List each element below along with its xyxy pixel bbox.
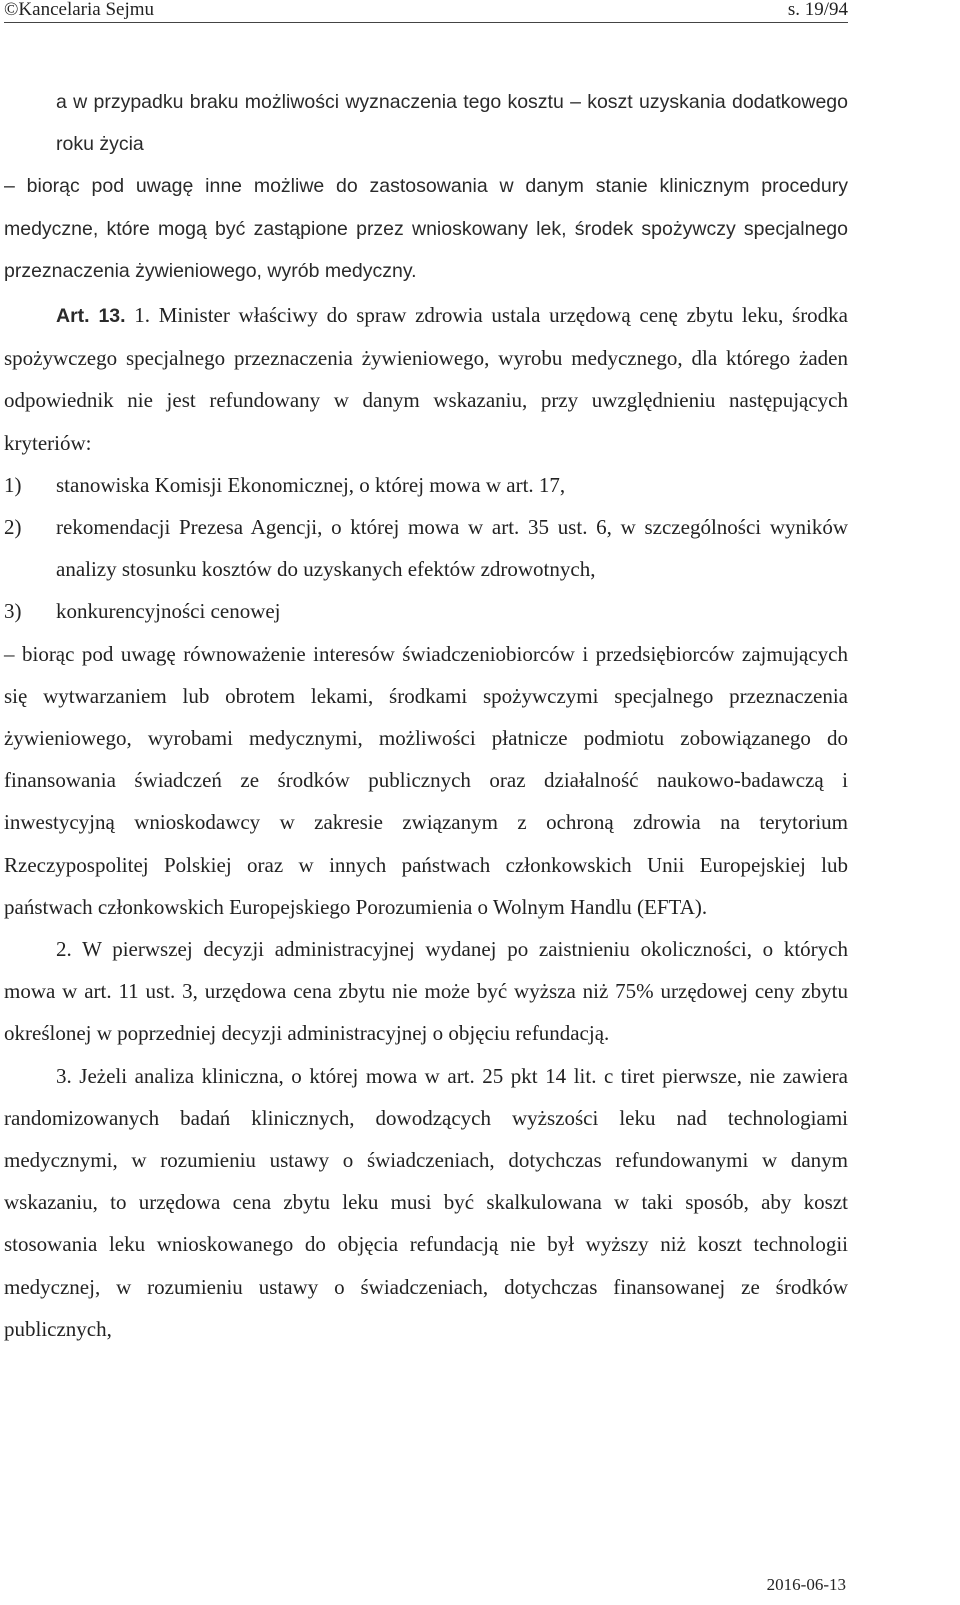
list-item-number: 1): [4, 472, 22, 497]
continuation-paragraph: a w przypadku braku możliwości wyznaczenia tego kosztu – koszt uzyskania dodatkowego roku życia: [56, 91, 848, 156]
dash-paragraph: – biorąc pod uwagę równoważenie interesów świadczeniobiorców i przedsiębiorców zajmujących się wytwarzaniem lub obrotem lekami, środkami spożywczymi specjalnego przeznaczenia żywieniowego, wyrobami medycznymi, możliwości płatnicze podmiotu zobowiązanego do finansowania świadczeń ze środków publicznych oraz działalność naukowo-badawczą i inwestycyjną wnioskodawcy w zakresie związanym z ochroną zdrowia na terytorium Rzeczypospolitej Polskiej oraz w innych państwach członkowskich Unii Europejskiej lub państwach członkowskich Europejskiego Porozumienia o Wolnym Handlu (EFTA).: [4, 641, 848, 919]
list-item-number: 3): [4, 599, 22, 624]
continuation-dash-paragraph: – biorąc pod uwagę inne możliwe do zastosowania w danym stanie klinicznym procedury medyczne, które mogą być zastąpione przez wnioskowany lek, środek spożywczy specjalnego przeznaczenia żywieniowego, wyrób medyczny.: [4, 175, 848, 282]
list-item: [4, 506, 848, 590]
document-body: [4, 81, 848, 1350]
article-13-intro: [4, 294, 848, 464]
paragraph-2: 2. W pierwszej decyzji administracyjnej wydanej po zaistnieniu okoliczności, o których mowa w art. 11 ust. 3, urzędowa cena zbytu nie może być wyższa niż 75% urzędowej ceny zbytu określonej w poprzedniej decyzji administracyjnej o objęciu refundacją.: [4, 937, 848, 1046]
paragraph-3: 3. Jeżeli analiza kliniczna, o której mowa w art. 25 pkt 14 lit. c tiret pierwsze, nie zawiera randomizowanych badań klinicznych, dowodzących wyższości leku nad technologiami medycznymi, w rozumieniu ustawy o świadczeniach, dotychczas refundowanymi w danym wskazaniu, to urzędowa cena zbytu leku musi być skalkulowana w taki sposób, aby koszt stosowania leku wnioskowanego do objęcia refundacją nie był wyższy niż koszt technologii medycznej, w rozumieniu ustawy o świadczeniach, dotychczas finansowanej ze środków publicznych,: [4, 1063, 848, 1341]
article-intro-text: 1. Minister właściwy do spraw zdrowia ustala urzędową cenę zbytu leku, środka spożywczego specjalnego przeznaczenia żywieniowego, wyrobu medycznego, dla którego żaden odpowiednik nie jest refundowany w danym wskazaniu, przy uwzględnieniu następujących kryteriów:: [4, 303, 849, 455]
list-item-number: 2): [4, 515, 22, 540]
list-item: [4, 464, 848, 506]
footer-date: 2016-06-13: [766, 1575, 846, 1594]
list-item: [4, 590, 848, 632]
article-label: Art. 13.: [56, 305, 126, 328]
list-item-text: rekomendacji Prezesa Agencji, o której mowa w art. 35 ust. 6, w szczególności wyników analizy stosunku kosztów do uzyskanych efektów zdrowotnych,: [56, 515, 848, 582]
page-header: [4, 0, 848, 23]
header-source: ©Kancelaria Sejmu: [4, 0, 155, 20]
list-item-text: konkurencyjności cenowej: [56, 599, 281, 624]
list-item-text: stanowiska Komisji Ekonomicznej, o której mowa w art. 17,: [56, 472, 566, 497]
header-page-number: s. 19/94: [787, 0, 848, 20]
